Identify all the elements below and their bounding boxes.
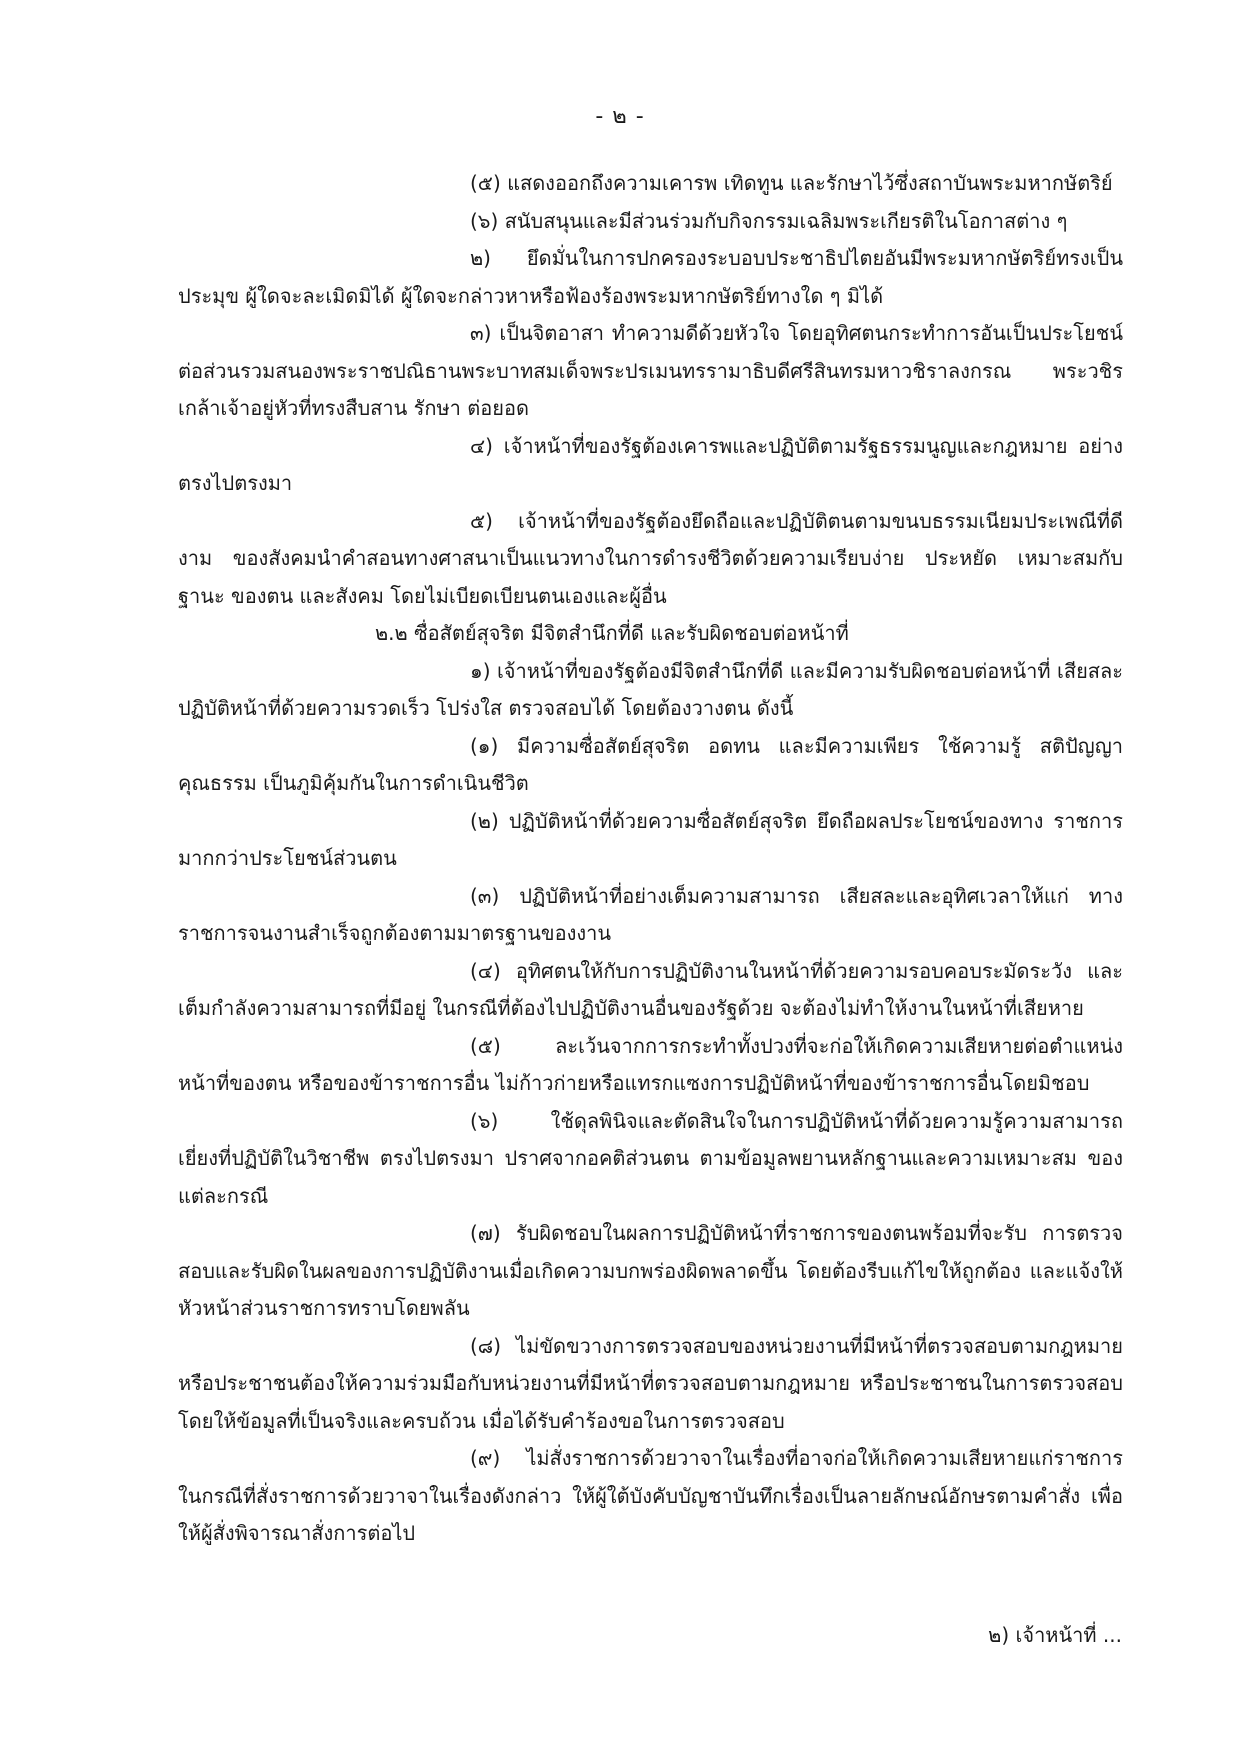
paragraph: (๕) แสดงออกถึงความเคารพ เทิดทูน และรักษาไว้ซึ่งสถาบันพระมหากษัตริย์	[470, 171, 1113, 195]
paragraph: (๓) ปฏิบัติหน้าที่อย่างเต็มความสามารถ เสียสละและอุทิศเวลาให้แก่ ทางราชการจนงานสำเร็จถูกต้องตามมาตรฐานของงาน	[178, 883, 1123, 945]
paragraph: (๗) รับผิดชอบในผลการปฏิบัติหน้าที่ราชการของตนพร้อมที่จะรับ การตรวจสอบและรับผิดในผลของการปฏิบัติงานเมื่อเกิดความบกพร่องผิดพลาดขึ้น โดยต้องรีบแก้ไขให้ถูกต้อง และแจ้งให้หัวหน้าส่วนราชการทราบโดยพลัน	[178, 1221, 1123, 1320]
paragraph: ๑) เจ้าหน้าที่ของรัฐต้องมีจิตสำนึกที่ดี และมีความรับผิดชอบต่อหน้าที่ เสียสละ ปฏิบัติหน้าที่ด้วยความรวดเร็ว โปร่งใส ตรวจสอบได้ โดยต้องวางตน ดังนี้	[178, 658, 1123, 720]
paragraph: ๔) เจ้าหน้าที่ของรัฐต้องเคารพและปฏิบัติตามรัฐธรรมนูญและกฎหมาย อย่างตรงไปตรงมา	[178, 433, 1123, 495]
paragraph: (๔) อุทิศตนให้กับการปฏิบัติงานในหน้าที่ด้วยความรอบคอบระมัดระวัง และเต็มกำลังความสามารถที่มีอยู่ ในกรณีที่ต้องไปปฏิบัติงานอื่นของรัฐด้วย จะต้องไม่ทำให้งานในหน้าที่เสียหาย	[178, 958, 1123, 1020]
paragraph: (๒) ปฏิบัติหน้าที่ด้วยความซื่อสัตย์สุจริต ยึดถือผลประโยชน์ของทาง ราชการมากกว่าประโยชน์ส่วนตน	[178, 808, 1123, 870]
paragraph: (๕) ละเว้นจากการกระทำทั้งปวงที่จะก่อให้เกิดความเสียหายต่อตำแหน่ง หน้าที่ของตน หรือของข้าราชการอื่น ไม่ก้าวก่ายหรือแทรกแซงการปฏิบัติหน้าที่ของข้าราชการอื่นโดยมิชอบ	[178, 1033, 1123, 1095]
paragraph: ๒) ยึดมั่นในการปกครองระบอบประชาธิปไตยอันมีพระมหากษัตริย์ทรงเป็นประมุข ผู้ใดจะละเมิดมิได้ ผู้ใดจะกล่าวหาหรือฟ้องร้องพระมหากษัตริย์ทางใด ๆ มิได้	[178, 246, 1123, 308]
paragraph: (๖) สนับสนุนและมีส่วนร่วมกับกิจกรรมเฉลิมพระเกียรติในโอกาสต่าง ๆ	[470, 208, 1068, 233]
section-heading: ๒.๒ ซื่อสัตย์สุจริต มีจิตสำนึกที่ดี และรับผิดชอบต่อหน้าที่	[375, 621, 849, 645]
paragraph: (๑) มีความซื่อสัตย์สุจริต อดทน และมีความเพียร ใช้ความรู้ สติปัญญา คุณธรรม เป็นภูมิคุ้มกันในการดำเนินชีวิต	[178, 733, 1123, 795]
paragraph: (๖) ใช้ดุลพินิจและตัดสินใจในการปฏิบัติหน้าที่ด้วยความรู้ความสามารถ เยี่ยงที่ปฏิบัติในวิชาชีพ ตรงไปตรงมา ปราศจากอคติส่วนตน ตามข้อมูลพยานหลักฐานและความเหมาะสม ของแต่ละกรณี	[178, 1108, 1123, 1208]
paragraph: ๕) เจ้าหน้าที่ของรัฐต้องยึดถือและปฏิบัติตนตามขนบธรรมเนียมประเพณีที่ดีงาม ของสังคมนำคำสอนทางศาสนาเป็นแนวทางในการดำรงชีวิตด้วยความเรียบง่าย ประหยัด เหมาะสมกับฐานะ ของตน และสังคม โดยไม่เบียดเบียนตนเองและผู้อื่น	[178, 508, 1123, 608]
continuation-note: ๒) เจ้าหน้าที่ ...	[988, 1623, 1122, 1647]
paragraph: ๓) เป็นจิตอาสา ทำความดีด้วยหัวใจ โดยอุทิศตนกระทำการอันเป็นประโยชน์ต่อส่วนรวมสนองพระราชปณิธานพระบาทสมเด็จพระปรเมนทรรามาธิบดีศรีสินทรมหาวชิราลงกรณ พระวชิรเกล้าเจ้าอยู่หัวที่ทรงสืบสาน รักษา ต่อยอด	[178, 321, 1123, 420]
document-body	[178, 165, 1123, 1553]
paragraph: (๘) ไม่ขัดขวางการตรวจสอบของหน่วยงานที่มีหน้าที่ตรวจสอบตามกฎหมาย หรือประชาชนต้องให้ความร่วมมือกับหน่วยงานที่มีหน้าที่ตรวจสอบตามกฎหมาย หรือประชาชนในการตรวจสอบ โดยให้ข้อมูลที่เป็นจริงและครบถ้วน เมื่อได้รับคำร้องขอในการตรวจสอบ	[178, 1333, 1123, 1433]
paragraph: (๙) ไม่สั่งราชการด้วยวาจาในเรื่องที่อาจก่อให้เกิดความเสียหายแก่ราชการ ในกรณีที่สั่งราชการด้วยวาจาในเรื่องดังกล่าว ให้ผู้ใต้บังคับบัญชาบันทึกเรื่องเป็นลายลักษณ์อักษรตามคำสั่ง เพื่อให้ผู้สั่งพิจารณาสั่งการต่อไป	[178, 1446, 1123, 1545]
page-number: - ๒ -	[595, 104, 645, 129]
